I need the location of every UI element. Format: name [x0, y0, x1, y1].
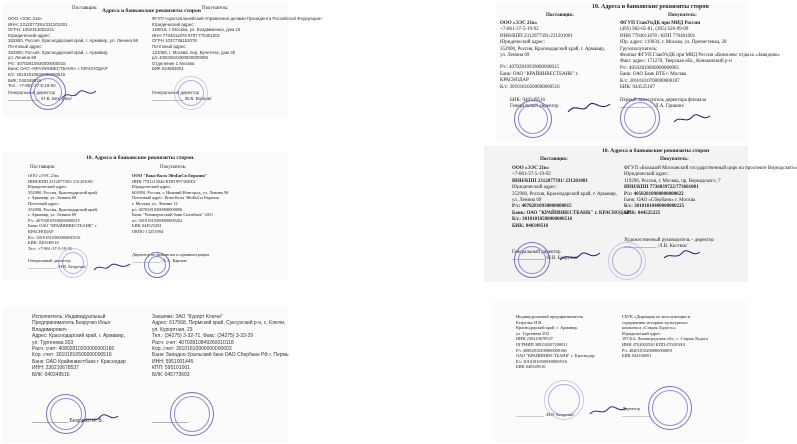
customer-details: Заказчик: ЗАО "Курорт Ключи" Адрес: 617568, Пермский край, Суксунский р-н, с. Ключи, ул. Курортная, 23 Тел.: (34275) 3-32-71, Факс: (34275) 3-33-29 Расч. счет: 40702810849260010118 Кор. счет: 30101810900000000603 Банк: Западно-Уральский банк ОАО Сбербанк РФ г. Пермь ИНН: 5951001445 КПП: 595101001 БИК: 045773603: [152, 314, 289, 378]
supplier-signature-line: Генеральный директор _____________ /Н.В. Безручко/: [512, 250, 579, 262]
buyer-heading: Покупатель:: [202, 6, 229, 11]
document-panel-5: [2, 306, 288, 442]
supplier-heading: Поставщик:: [546, 13, 574, 18]
signature-mark: [80, 412, 120, 426]
supplier-details: ООО «ЭЭС 21в» ИНН: 2312077391/231201001 ОГРН: 1092312002221 Юридический адрес: 352900, Россия, Краснодарский край, г. Армавир, ул. Ленина 69 Почтовый адрес: 352900, Россия, Краснодарский край, г. Армавир, ул. Ленина 69 Р/с: 40702810930000000015 Банк: ОАО «КРАЙИНВЕСТБАНК» г. КРАСНОДАР К/с: 30101810500000000516 БИК: 040349516 Тел.: +7-861-37-5-19-92: [8, 16, 138, 89]
signature-mark: [672, 112, 712, 126]
document-panel-2: [496, 2, 780, 142]
signature-mark: [558, 250, 602, 264]
supplier-signature-line: Генеральный директор _____________ /Н.В. Безручко/: [8, 90, 72, 101]
supplier-heading: Поставщик:: [30, 165, 56, 170]
supplier-details: ООО «ЭЭС 21в» ИНН/КПП 2312077391/ 231201001 Юридический адрес: 352900, Россия, Краснодарский край, г. Армавир, ул. Ленина 69 Почтовый адрес: 352900, Россия, Краснодарский край, г. Армавир, ул. Ленина 69 Р/с: 40702810930000000015 Банк: ОАО "КРАЙИНВЕСТБАНК" г. КРАСНОДАР К/с: 30101810500000000516 БИК: 040349516 Тел.: +7-861-37-5-19-92: [28, 173, 98, 251]
buyer-details: ФГУП ГлавУпДК при МИД России (495) 982-05-81, (495) 626-99-09 ИНН 7704011878 / КПП 770401001 Юр. адрес: 119034, г. Москва, ул. Пречистенка, 20 Грузополучатель: Филиал ФГУП ГлавУпДК при МИД России «Комплекс отдыха «Завидово» Факт. адрес: 171270, Тверская обл., Конаковский р-н Р/с: 40502810600000000005 Банк: ОАО Банк ВТБ г. Москва К/с: 30101810700000000187 БИК: 044525187: [620, 21, 780, 91]
company-stamp: [170, 392, 214, 436]
supplier-signature-line: Генеральный директор _____________ /Н.В. Безручко/: [28, 258, 87, 269]
company-stamp: [144, 252, 170, 278]
buyer-signature-line: Первый заместитель директора филиала _____________ /Л.А. Гришин/: [620, 98, 707, 110]
executor-details: Исполнитель: Индивидуальный Предприниматель Безручко Илья Владимирович Адрес: Краснодарский край, г. Армавир, ул. Тургенева 203 Расч. счет: 40802810200000000166 Кор. счет: 30101810500000000516 Банк: ОАО Крайинвестбанк г. Краснодар ИНН: 230210678537 БИК: 040349516: [32, 314, 126, 378]
document-panel-1: [2, 2, 323, 118]
buyer-signature-line: Директор по финансам и администрации _____________ /А.А. Карпов/: [132, 252, 209, 263]
panel-title: 10. Адреса и банковские реквизиты сторон.: [86, 155, 195, 161]
company-stamp: [544, 380, 584, 420]
company-stamp: [514, 100, 552, 138]
supplier-signature-line: БИК: 040349516 Генеральный директор: [510, 98, 559, 110]
buyer-heading: Покупатель:: [160, 165, 187, 170]
supplier-details: ООО «ЭЭС 21в» +7-861-37-5-19-92 ИНН/КПП 2312077391/ 231201001 Юридический адрес: 352900, Россия, Краснодарский край, г. Армавир, ул. Ленина 69 Р/с: 40702810930000000015 Банк: ОАО "КРАЙИНВЕСТБАНК" г. КРАСНОДАР К/с: 30101810500000000516 БИК: 040349516: [512, 166, 630, 229]
document-panel-4: [484, 146, 797, 282]
buyer-heading: Покупатель:: [660, 157, 689, 162]
panel-title: Адреса и банковские реквизиты сторон: [102, 8, 201, 14]
panel-title: 10. Адреса и банковские реквизиты сторон: [592, 4, 709, 10]
buyer-details: ФГУП «Центральнейский Управление делами Президента Российской Федерации» Юридический адрес: 119019, г. Москва, ул. Воздвиженка, дом 10 ИНН 7704011878 КПП 770401001 ОГРН 1037739152078 Почтовый адрес: 121069, г. Москва, пер. Вучетича, дом 30 р/с 40502810400000000006 Отделение 1 Москва БИК 044583001: [152, 16, 323, 72]
company-stamp: [608, 242, 646, 280]
company-stamp: [174, 76, 208, 110]
buyer-heading: Покупатель:: [668, 13, 697, 18]
executor-signature-line: _____________ Безручко И. В.: [32, 418, 104, 424]
company-stamp: [514, 242, 550, 278]
company-stamp: [58, 248, 88, 278]
supplier-heading: Поставщик:: [540, 157, 568, 162]
customer-details: ГБУК «Дирекция по эксплуатации и содержанию историко-культурного комплекса «Старая Ладога»» Юридический адрес: 187412, Ленинградская обл., с. Старая Ладога ИНН 4702002520 КПП 470201001 Р/с 40201810200000000001 БИК 044106001: [622, 314, 708, 359]
supplier-details: ООО «ЭЭС 21в» +7-861-37-5-19-92 ИНН/КПП 2312077391/231201001 Юридический адрес: 352900, Россия, Краснодарский край, г. Армавир, ул. Ленина 69 Р/с: 40702810930000000015 Банк: ОАО "КРАЙИНВЕСТБАНК" г. КРАСНОДАР К/с: 30101810500000000516: [500, 21, 605, 90]
signature-mark: [566, 100, 612, 116]
document-panel-3: [2, 152, 288, 280]
executor-signature-line: _____________ /И.В. Безручко/: [516, 412, 575, 417]
customer-signature-line: Директор _____________: [622, 406, 651, 417]
customer-signature-line: _____________: [152, 418, 189, 424]
buyer-details: ФГУП «Большой Московский государственный цирк на проспекте Вернадского» Юридический адрес: 119296, Россия, г. Москва, пр. Вернадского, 7 ИНН/КПП 7736039722/773601001 Р/с: 40502810900000000022 Банк: ОАО «Сбербанк» г. Москва К/с: 30101810400000000225 БИК: 044525225: [624, 166, 797, 216]
signature-mark: [60, 88, 100, 102]
buyer-signature-line: Генеральный директор _____________ /В.В. Волков/: [152, 90, 212, 101]
buyer-signature-line: Художественный руководитель - директор _____________ /Л.В. Костюк/: [624, 238, 714, 250]
executor-details: Индивидуальный предприниматель Безручко И.В. Краснодарский край, г. Армавир, ул. Тургенева 203 ИНН 230210678537 ОГРНИП 309230207200011 Р/с 40802810200000000166 ОАО "КРАЙИНВЕСТБАНК" г. Краснодар К/с 30101810500000000516 БИК 040349516: [516, 314, 595, 370]
panel-title: 10. Адреса и банковские реквизиты сторон: [602, 148, 710, 154]
document-panel-6: [492, 300, 748, 442]
signature-mark: [662, 248, 702, 262]
signature-mark: [588, 404, 628, 418]
company-stamp: [620, 98, 660, 138]
signature-mark: [92, 260, 132, 274]
company-stamp: [648, 386, 692, 430]
buyer-details: ООО "Кока-Кола ЭйчБиСи Евразия" ИНН 7701215046 КПП 997350001 Юридический адрес: 603950, Россия, г. Нижний Новгород, ул. Ленина 96 Почтовый адрес: Кока-Кола ЭйчБиСи Евразия г. Москва, ул. Ленина 12 р/с 40702810400000000006 Банк: "Коммерческий банк Ситибанк" ЗАО к/с 30101810300000000202 БИК 044525202 ОКПО 13251904: [132, 173, 229, 234]
supplier-heading: Поставщик:: [72, 6, 98, 11]
